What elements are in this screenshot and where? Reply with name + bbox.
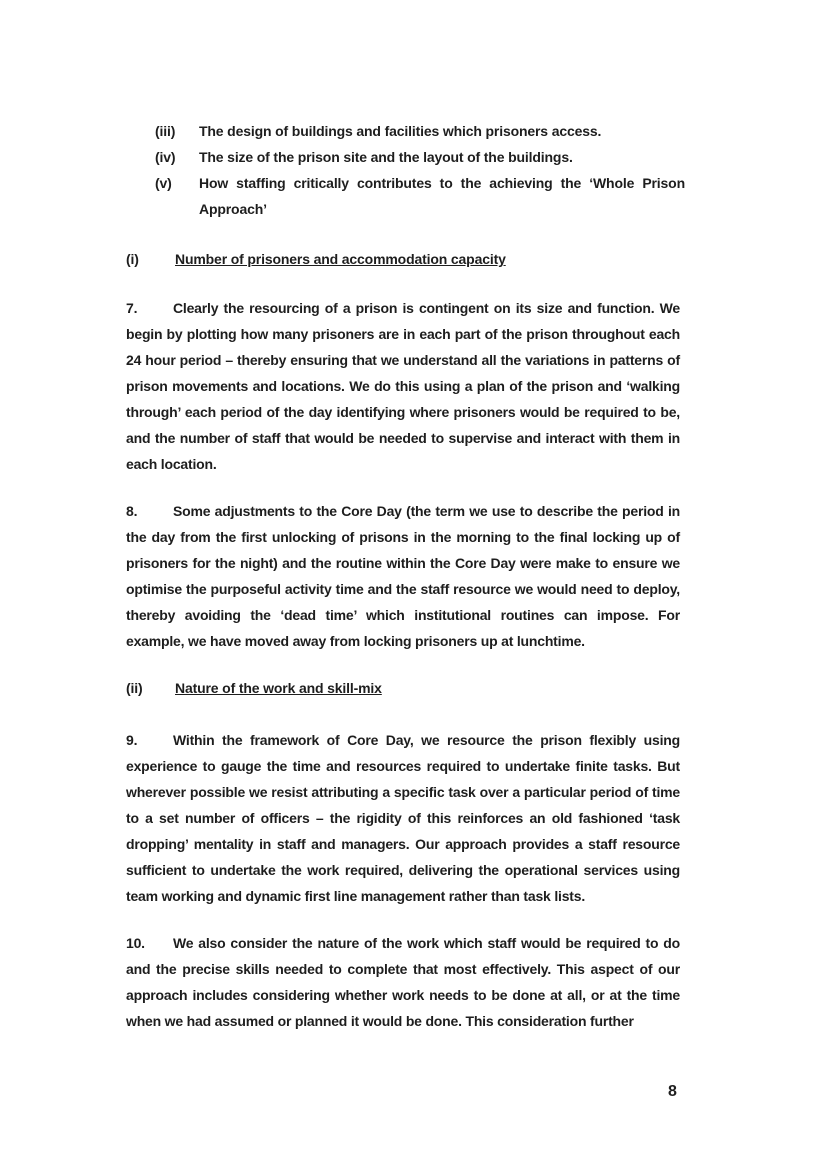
list-item-text: How staffing critically contributes to the achieving the ‘Whole Prison Approach’ (199, 175, 685, 217)
list-item (155, 144, 685, 170)
page-number: 8 (668, 1083, 677, 1100)
paragraph-number: 8. (126, 503, 138, 519)
paragraph-7 (126, 295, 680, 477)
paragraph-text: Clearly the resourcing of a prison is contingent on its size and function. We begin by plotting how many prisoners are in each part of the prison throughout each 24 hour period – thereby ensuring that we understand all the variations in patterns of prison movements and locations. We do this using a plan of the prison and ‘walking through’ each period of the day identifying where prisoners would be required to be, and the number of staff that would be needed to supervise and interact with them in each location. (126, 300, 680, 472)
section-number: (ii) (126, 680, 143, 696)
section-heading (126, 675, 382, 701)
section-title: Nature of the work and skill-mix (175, 680, 382, 696)
paragraph-text: We also consider the nature of the work which staff would be required to do and the precise skills needed to complete that most effectively. This aspect of our approach includes considering whether work needs to be done at all, or at the time when we had assumed or planned it would be done. This consideration further (126, 935, 680, 1029)
section-heading (126, 246, 506, 272)
list-item-text: The size of the prison site and the layout of the buildings. (199, 149, 573, 165)
paragraph-9 (126, 727, 680, 909)
numbered-list (155, 118, 685, 222)
list-item (155, 170, 685, 222)
section-title: Number of prisoners and accommodation capacity (175, 251, 506, 267)
paragraph-number: 10. (126, 935, 145, 951)
section-number: (i) (126, 251, 139, 267)
paragraph-text: Within the framework of Core Day, we resource the prison flexibly using experience to gauge the time and resources required to undertake finite tasks. But wherever possible we resist attributing a specific task over a particular period of time to a set number of officers – the rigidity of this reinforces an old fashioned ‘task dropping’ mentality in staff and managers. Our approach provides a staff resource sufficient to undertake the work required, delivering the operational services using team working and dynamic first line management rather than task lists. (126, 732, 680, 904)
paragraph-number: 7. (126, 300, 138, 316)
paragraph-8 (126, 498, 680, 654)
paragraph-text: Some adjustments to the Core Day (the term we use to describe the period in the day from the first unlocking of prisons in the morning to the final locking up of prisoners for the night) and the routine within the Core Day were make to ensure we optimise the purposeful activity time and the staff resource we would need to deploy, thereby avoiding the ‘dead time’ which institutional routines can impose. For example, we have moved away from locking prisoners up at lunchtime. (126, 503, 680, 649)
list-item-number: (iii) (155, 123, 176, 139)
list-item-number: (v) (155, 175, 172, 191)
list-item (155, 118, 685, 144)
paragraph-number: 9. (126, 732, 138, 748)
list-item-text: The design of buildings and facilities which prisoners access. (199, 123, 602, 139)
paragraph-10 (126, 930, 680, 1034)
list-item-number: (iv) (155, 149, 176, 165)
